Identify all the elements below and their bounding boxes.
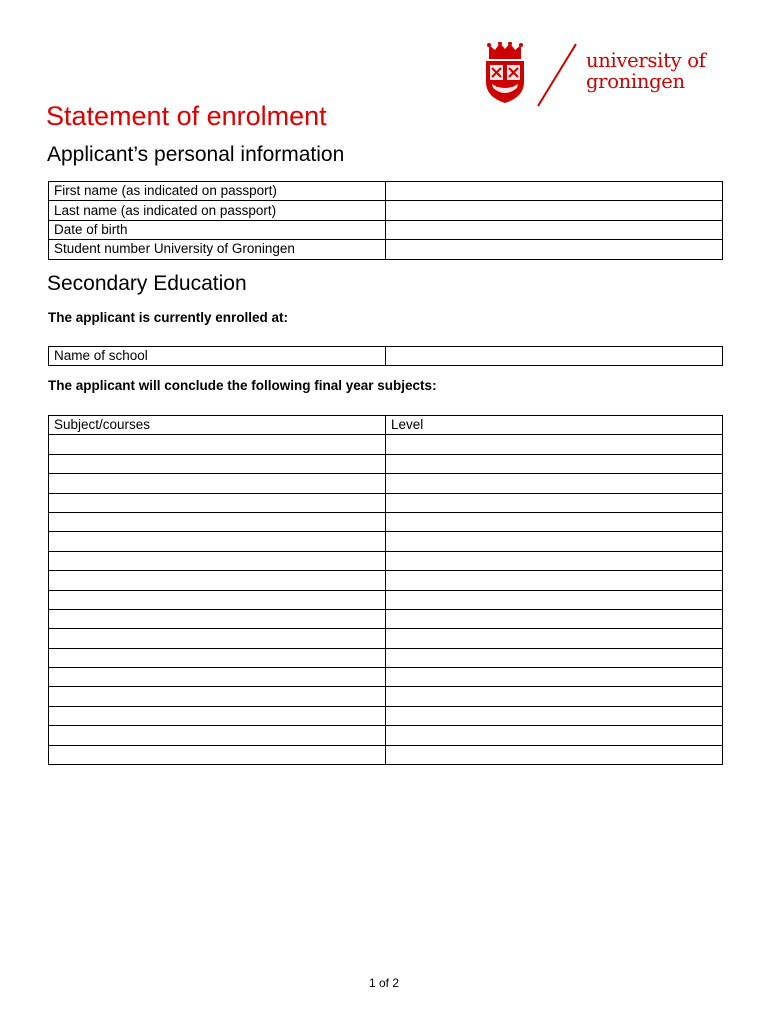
subject-cell[interactable] (49, 726, 386, 745)
level-cell[interactable] (386, 629, 723, 648)
table-row (49, 551, 723, 570)
subject-cell[interactable] (49, 435, 386, 454)
table-row (49, 532, 723, 551)
table-row (49, 454, 723, 473)
wordmark-line-2: groningen (586, 70, 685, 93)
table-row (49, 629, 723, 648)
level-cell[interactable] (386, 648, 723, 667)
wordmark-line-1: university of (586, 49, 706, 72)
logo-divider-slash (534, 42, 580, 108)
column-header-level: Level (386, 416, 723, 435)
level-cell[interactable] (386, 745, 723, 764)
table-row (49, 435, 723, 454)
subject-cell[interactable] (49, 571, 386, 590)
field-value[interactable] (386, 182, 723, 201)
school-name-field[interactable] (386, 347, 723, 366)
final-subjects-label: The applicant will conclude the following final year subjects: (48, 378, 437, 393)
subject-cell[interactable] (49, 629, 386, 648)
table-row (49, 347, 723, 366)
page-number: 1 of 2 (368, 976, 400, 990)
table-row (49, 220, 723, 239)
level-cell[interactable] (386, 512, 723, 531)
subject-cell[interactable] (49, 668, 386, 687)
subject-cell[interactable] (49, 454, 386, 473)
level-cell[interactable] (386, 609, 723, 628)
field-label: Student number University of Groningen (49, 240, 386, 259)
field-label: Last name (as indicated on passport) (49, 201, 386, 220)
table-row (49, 687, 723, 706)
level-cell[interactable] (386, 687, 723, 706)
subject-cell[interactable] (49, 474, 386, 493)
table-row (49, 745, 723, 764)
table-row (49, 590, 723, 609)
table-row (49, 571, 723, 590)
subject-cell[interactable] (49, 745, 386, 764)
table-row (49, 474, 723, 493)
university-crest-icon (484, 42, 526, 104)
school-name-label: Name of school (49, 347, 386, 366)
table-row (49, 182, 723, 201)
subject-cell[interactable] (49, 687, 386, 706)
personal-info-heading: Applicant’s personal information (47, 143, 345, 166)
level-cell[interactable] (386, 474, 723, 493)
subject-cell[interactable] (49, 648, 386, 667)
level-cell[interactable] (386, 454, 723, 473)
field-label: Date of birth (49, 220, 386, 239)
university-wordmark (586, 50, 706, 92)
field-value[interactable] (386, 220, 723, 239)
secondary-education-heading: Secondary Education (47, 272, 247, 295)
subject-cell[interactable] (49, 609, 386, 628)
table-row (49, 240, 723, 259)
table-row (49, 512, 723, 531)
enrolled-at-label: The applicant is currently enrolled at: (48, 310, 289, 325)
subject-cell[interactable] (49, 532, 386, 551)
subject-cell[interactable] (49, 551, 386, 570)
table-row (49, 726, 723, 745)
subject-cell[interactable] (49, 512, 386, 531)
table-row (49, 668, 723, 687)
column-header-subject: Subject/courses (49, 416, 386, 435)
level-cell[interactable] (386, 551, 723, 570)
table-row (49, 609, 723, 628)
university-of-groningen-logo (484, 42, 734, 108)
document-title: Statement of enrolment (46, 101, 327, 131)
field-value[interactable] (386, 240, 723, 259)
school-table (48, 346, 723, 366)
level-cell[interactable] (386, 571, 723, 590)
table-row (49, 201, 723, 220)
level-cell[interactable] (386, 726, 723, 745)
level-cell[interactable] (386, 532, 723, 551)
field-value[interactable] (386, 201, 723, 220)
table-row (49, 648, 723, 667)
subjects-table (48, 415, 723, 765)
field-label: First name (as indicated on passport) (49, 182, 386, 201)
subject-cell[interactable] (49, 590, 386, 609)
personal-info-table (48, 181, 723, 260)
table-row (49, 493, 723, 512)
level-cell[interactable] (386, 435, 723, 454)
subjects-header-row (49, 416, 723, 435)
table-row (49, 706, 723, 725)
subject-cell[interactable] (49, 706, 386, 725)
level-cell[interactable] (386, 493, 723, 512)
level-cell[interactable] (386, 706, 723, 725)
level-cell[interactable] (386, 668, 723, 687)
subject-cell[interactable] (49, 493, 386, 512)
level-cell[interactable] (386, 590, 723, 609)
